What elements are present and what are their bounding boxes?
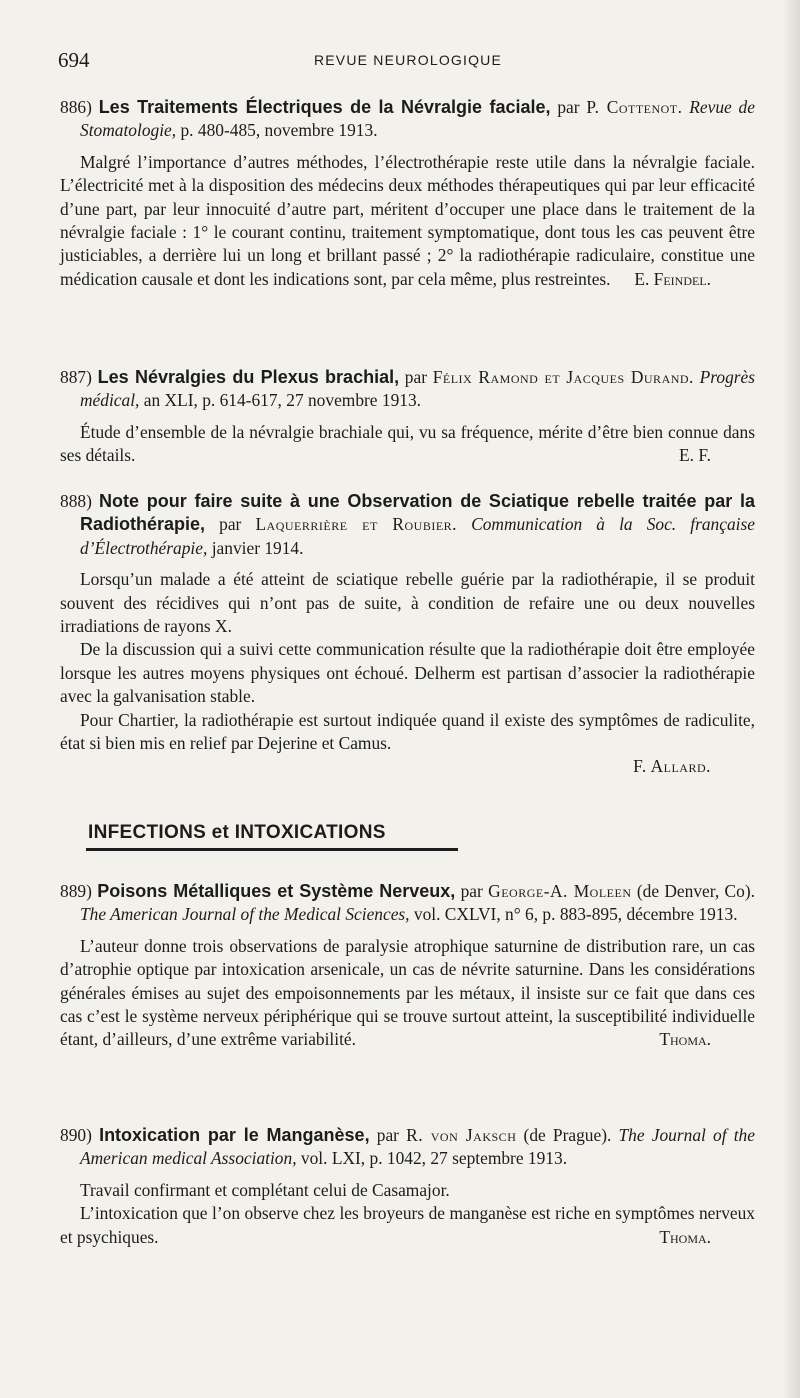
entry-journal: The American Journal of the Medical Sciences,	[80, 904, 410, 925]
paragraph-text: Malgré l’importance d’autres méthodes, l’électrothérapie reste utile dans la névralgie faciale. L’électricité met à la disposition des médecins deux méthodes thérapeutiques qui par leur efficacité d’une part, par leur innocuité d’autre part, méritent d’occuper une place dans le traitement de la névralgie faciale : 1° le courant continu, traitement symptomatique, dont tous les cas peuvent être justiciables, a derrière lui un long et brillant passé ; 2° la radiothérapie radiculaire, constitue une médication causale et dont les indications sont, par cela même, plus restreintes.	[60, 151, 755, 289]
entry-signature: E. Feindel.	[634, 268, 711, 289]
entry-reference: janvier 1914.	[211, 537, 304, 558]
section-rule	[86, 848, 458, 851]
entry-author: P. Cottenot.	[586, 97, 683, 117]
entry-reference: p. 480-485, novembre 1913.	[180, 120, 378, 141]
entry-heading	[60, 366, 755, 413]
entry-heading	[60, 96, 755, 143]
entry-by: par	[404, 367, 428, 387]
entry-author: George-A. Moleen	[488, 881, 632, 901]
entry-reference: an XLI, p. 614-617, 27 novembre 1913.	[143, 390, 421, 411]
entry-reference: vol. CXLVI, n° 6, p. 883-895, décembre 1913.	[413, 904, 738, 925]
entry-890	[60, 1124, 755, 1249]
entry-journal: Revue de Stomatologie,	[80, 97, 755, 141]
entry-title: Les Névralgies du Plexus brachial,	[97, 367, 400, 387]
entry-author: R. von Jaksch	[406, 1125, 517, 1145]
entry-journal: Progrès médical,	[80, 367, 756, 411]
entry-title: Intoxication par le Manganèse,	[99, 1125, 370, 1145]
entry-paragraph: Pour Chartier, la radiothérapie est surtout indiquée quand il existe des symptômes de radiculite, état si bien mis en relief par Dejerine et Camus.	[60, 709, 755, 754]
entry-title: Note pour faire suite à une Observation de Sciatique rebelle traitée par la Radiothérapie,	[80, 491, 755, 535]
entry-889	[60, 880, 755, 1052]
entry-number: 886)	[60, 97, 92, 117]
entry-number: 889)	[60, 881, 92, 901]
paragraph-text: Étude d’ensemble de la névralgie brachiale qui, vu sa fréquence, mérite d’être bien connue dans ses détails.	[60, 421, 755, 466]
entry-reference: vol. LXI, p. 1042, 27 septembre 1913.	[300, 1148, 568, 1169]
entry-author: Laquerrière et Roubier.	[255, 514, 458, 535]
page-header	[58, 48, 758, 78]
entry-by: par	[376, 1125, 399, 1145]
entry-title: Les Traitements Électriques de la Névralgie faciale,	[98, 97, 551, 117]
entry-heading	[60, 490, 755, 560]
entry-paragraph: De la discussion qui a suivi cette communication résulte que la radiothérapie doit être employée lorsque les autres moyens physiques ont échoué. Delherm est partisan d’associer la radiothérapie avec la galvanisation stable.	[60, 639, 755, 707]
entry-heading	[60, 1124, 755, 1171]
entry-heading	[60, 880, 755, 927]
entry-author-note: (de Denver, Co).	[636, 881, 755, 901]
entry-by: par	[219, 514, 242, 535]
entry-signature: Thoma.	[659, 1029, 711, 1050]
entry-paragraph	[60, 421, 755, 468]
entry-888	[60, 490, 755, 779]
entry-887	[60, 366, 755, 468]
entry-number: 888)	[60, 491, 92, 511]
entry-886	[60, 96, 755, 291]
entry-journal: Communication à la Soc. française d’Électrothérapie,	[80, 514, 755, 558]
entry-number: 890)	[60, 1125, 92, 1145]
paragraph-text: L’intoxication que l’on observe chez les broyeurs de manganèse est riche en symptômes nerveux et psychiques.	[60, 1203, 755, 1247]
entry-author-note: (de Prague).	[523, 1125, 612, 1145]
paragraph-text: L’auteur donne trois observations de paralysie atrophique saturnine de distribution rare, un cas d’atrophie optique par intoxication arsenicale, un cas de névrite saturnine. Dans les considérations générales émises au sujet des empoisonnements par les métaux, il insiste sur ce fait que dans ces cas c’est le système nerveux périphérique qui se trouve surtout atteint, la susceptibilité individuelle étant, d’ailleurs, d’une extrême variabilité.	[60, 935, 755, 1050]
entry-signature: F. Allard.	[633, 756, 711, 777]
entry-paragraph: Lorsqu’un malade a été atteint de sciatique rebelle guérie par la radiothérapie, il se produit souvent des récidives qui n’ont pas de suite, à condition de refaire une ou deux nouvelles irradiations de rayons X.	[60, 569, 755, 637]
entry-title: Poisons Métalliques et Système Nerveux,	[97, 881, 456, 901]
entry-paragraph	[60, 935, 755, 1052]
entry-paragraph: Travail confirmant et complétant celui de Casamajor.	[80, 1179, 450, 1200]
page-edge-shadow	[782, 0, 800, 1398]
entry-signature: E. F.	[679, 445, 711, 466]
section-heading: INFECTIONS et INTOXICATIONS	[88, 822, 386, 843]
entry-paragraph	[60, 1202, 755, 1249]
entry-signature: Thoma.	[659, 1226, 711, 1247]
entry-by: par	[460, 881, 483, 901]
entry-number: 887)	[60, 367, 92, 387]
entry-author: Félix Ramond et Jacques Durand.	[432, 367, 694, 387]
entry-by: par	[557, 97, 580, 117]
running-head: REVUE NEUROLOGIQUE	[313, 52, 503, 68]
page-number: 694	[58, 48, 90, 72]
entry-journal: The Journal of the American medical Association,	[80, 1125, 755, 1169]
entry-paragraph	[60, 151, 755, 291]
